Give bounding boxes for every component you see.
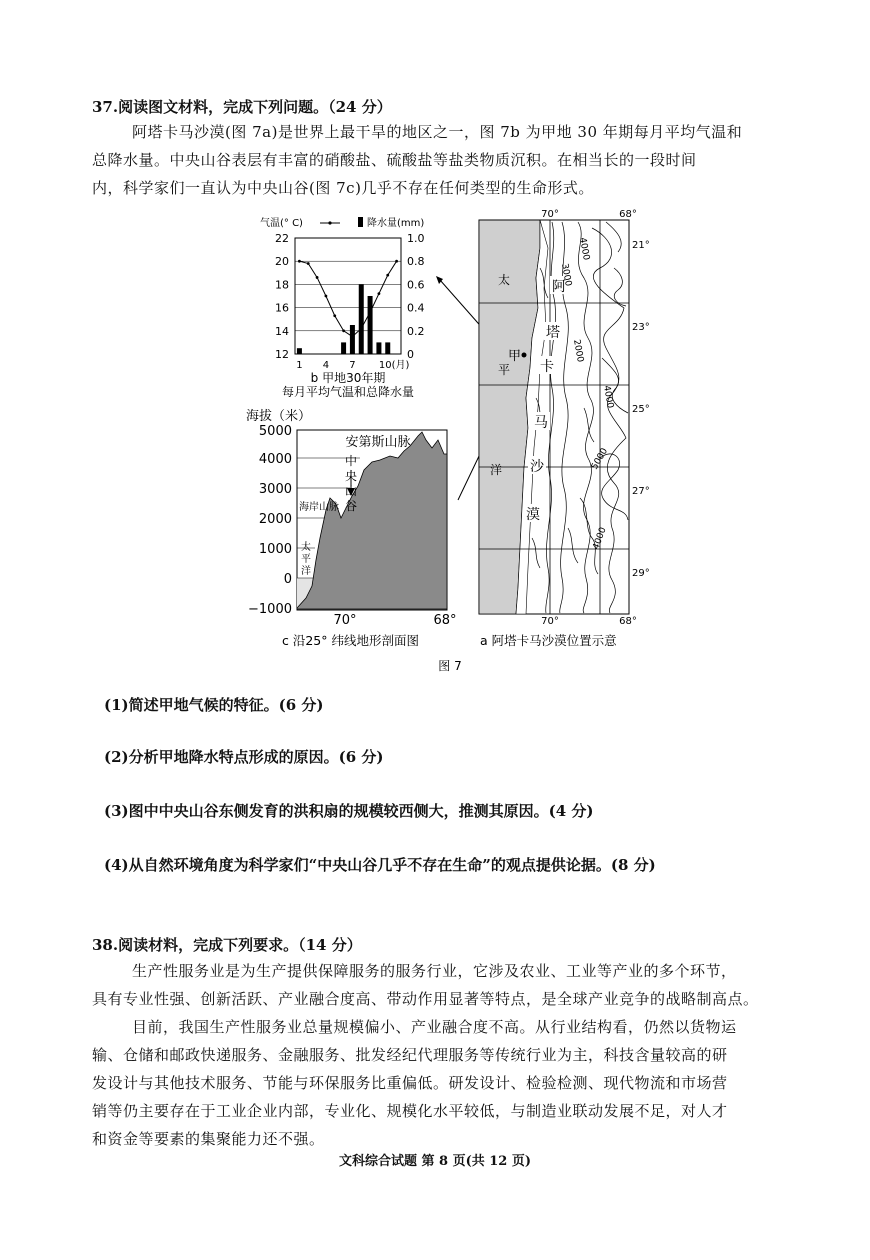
q38-p2-line-3: 发设计与其他技术服务、节能与环保服务比重偏低。研发设计、检验检测、现代物流和市场营 (92, 1074, 728, 1092)
profile-chart (246, 408, 457, 648)
map-bottom-lon-70: 70° (541, 616, 559, 627)
q37-line-1: 阿塔卡马沙漠(图 7a)是世界上最干旱的地区之一，图 7b 为甲地 30 年期每月平均气温和 (132, 123, 743, 141)
figure-7 (240, 208, 660, 678)
profile-x-68: 68° (433, 613, 457, 628)
desert-char-6: 漠 (526, 507, 540, 523)
climate-left-tick: 14 (275, 324, 289, 338)
climate-left-tick: 20 (275, 255, 289, 269)
desert-char-5: 沙 (530, 459, 544, 475)
climate-left-tick: 12 (275, 348, 289, 361)
map-ocean-char-3: 洋 (490, 463, 503, 477)
climate-temp-polyline (299, 261, 396, 336)
place-jia: 甲 (508, 349, 522, 364)
profile-y-ticks (248, 424, 292, 617)
lat-23: 23° (632, 322, 650, 333)
q38-title: 38.阅读材料，完成下列要求。（14 分） (92, 936, 362, 954)
climate-gridlines (295, 261, 401, 331)
climate-bar-month-1 (297, 348, 302, 354)
climate-x-tick: 4 (322, 360, 330, 371)
label-valley-2: 央 (344, 469, 358, 483)
map-bottom-lon-68: 68° (619, 616, 637, 627)
profile-ylabel: 海拔（米） (246, 409, 312, 424)
climate-caption-2: 每月平均气温和总降水量 (281, 385, 415, 399)
climate-right-tick: 0.2 (407, 324, 425, 338)
place-jia-dot (522, 353, 527, 358)
climate-left-tick: 16 (275, 301, 289, 315)
climate-right-ticks (407, 232, 425, 361)
climate-right-tick: 0 (407, 348, 414, 361)
label-pacific-2: 平 (301, 554, 311, 565)
climate-temp-point-11 (386, 274, 389, 277)
label-pacific-1: 太 (301, 542, 311, 553)
climate-bar-month-7 (350, 325, 355, 354)
climate-temp-point-4 (325, 295, 328, 298)
legend-temp-marker (328, 221, 331, 224)
q37-line-2: 总降水量。中央山谷表层有丰富的硝酸盐、硫酸盐等盐类物质沉积。在相当长的一段时间 (92, 151, 697, 169)
climate-temp-point-8 (360, 327, 363, 330)
q37-line-3: 内，科学家们一直认为中央山谷(图 7c)几乎不存在任何类型的生命形式。 (92, 179, 594, 197)
label-pacific-3: 洋 (301, 566, 311, 577)
map-ocean-char-1: 太 (498, 273, 511, 287)
climate-right-tick: 0.6 (407, 278, 425, 292)
contour-label: 4000 (591, 526, 609, 552)
desert-char-3: 卡 (540, 359, 554, 375)
climate-bars (297, 284, 390, 354)
climate-temp-point-1 (298, 260, 301, 263)
climate-x-tick: 1 (296, 360, 303, 371)
desert-char-4: 马 (534, 415, 548, 431)
climate-left-tick: 22 (275, 232, 289, 245)
lat-27: 27° (632, 486, 650, 497)
climate-right-tick: 1.0 (407, 232, 425, 245)
climate-chart (260, 216, 425, 399)
profile-y-tick: 3000 (258, 482, 292, 497)
q38-p2-line-5: 和资金等要素的集聚能力还不强。 (92, 1130, 325, 1148)
climate-x-ticks (296, 359, 409, 371)
lat-21: 21° (632, 240, 650, 251)
climate-temp-point-2 (307, 262, 310, 265)
q37-title: 37.阅读图文材料，完成下列问题。（24 分） (92, 98, 392, 116)
q38-p1-line-1: 生产性服务业是为生产提供保障服务的服务行业，它涉及农业、工业等产业的多个环节， (132, 962, 737, 980)
climate-x-tick: 10(月) (378, 360, 410, 371)
legend-precip: 降水量(mm) (367, 218, 425, 229)
lat-29: 29° (632, 568, 650, 579)
profile-caption: c 沿25° 纬线地形剖面图 (282, 633, 419, 648)
q37-question-4: (4)从自然环境角度为科学家们“中央山谷几乎不存在生命”的观点提供论据。(8 分) (104, 856, 656, 874)
profile-x-70: 70° (333, 613, 357, 628)
q38-p2-line-1: 目前，我国生产性服务业总量规模偏小、产业融合度不高。从行业结构看，仍然以货物运 (132, 1018, 737, 1036)
label-valley-4: 谷 (344, 499, 358, 513)
q38-p1-line-2: 具有专业性强、创新活跃、产业融合度高、带动作用显著等特点，是全球产业竞争的战略制高点。 (92, 990, 759, 1008)
contour-label: 4000 (601, 384, 615, 410)
label-valley-3: 山 (344, 484, 358, 498)
q38-p2-line-4: 销等仍主要存在于工业企业内部，专业化、规模化水平较低，与制造业联动发展不足，对人才 (92, 1102, 728, 1120)
profile-y-tick: 5000 (258, 424, 292, 439)
climate-bar-month-11 (385, 342, 390, 354)
label-coast: 海岸山脉 (299, 502, 339, 513)
lat-25: 25° (632, 404, 650, 415)
climate-right-tick: 0.8 (407, 255, 425, 269)
climate-plot-frame (295, 238, 401, 354)
climate-bar-month-8 (359, 284, 364, 354)
q38-p2-line-2: 输、仓储和邮政快递服务、金融服务、批发经纪代理服务等传统行业为主，科技含量较高的研 (92, 1046, 728, 1064)
legend-precip-bar (358, 217, 363, 227)
q37-question-3: (3)图中中央山谷东侧发育的洪积扇的规模较西侧大，推测其原因。(4 分) (104, 802, 594, 820)
atacama-map (479, 209, 650, 648)
climate-bar-month-6 (341, 342, 346, 354)
climate-temp-point-6 (342, 329, 345, 332)
profile-y-tick: 1000 (258, 542, 292, 557)
climate-caption-1: b 甲地30年期 (310, 371, 386, 385)
contour-label: 2000 (571, 338, 585, 364)
climate-temp-point-3 (316, 276, 319, 279)
q37-question-1: (1)简述甲地气候的特征。(6 分) (104, 696, 324, 714)
climate-x-tick: 7 (349, 360, 356, 371)
profile-y-tick: 2000 (258, 512, 292, 527)
map-ocean-char-2: 平 (498, 363, 511, 377)
profile-y-tick: 0 (283, 572, 292, 587)
climate-temp-point-10 (378, 292, 381, 295)
climate-temp-line (298, 260, 398, 338)
map-top-lon-68: 68° (619, 209, 637, 220)
desert-char-2: 塔 (546, 325, 560, 341)
climate-temp-point-5 (333, 314, 336, 317)
climate-right-tick: 0.4 (407, 301, 425, 315)
legend-temp: 气温(° C) (260, 218, 303, 229)
label-valley-1: 中 (344, 454, 358, 468)
climate-temp-point-12 (395, 260, 398, 263)
map-caption: a 阿塔卡马沙漠位置示意 (480, 633, 617, 648)
climate-temp-point-9 (369, 311, 372, 314)
climate-left-tick: 18 (275, 278, 289, 292)
profile-y-tick: 4000 (258, 452, 292, 467)
contour-label: 3000 (559, 262, 573, 288)
climate-bar-month-10 (376, 342, 381, 354)
contour-label: 5000 (589, 446, 611, 472)
desert-char-1: 阿 (552, 279, 566, 295)
q37-question-2: (2)分析甲地降水特点形成的原因。(6 分) (104, 748, 384, 766)
climate-left-ticks (275, 232, 289, 361)
figure-label: 图 7 (438, 659, 462, 673)
climate-bar-month-9 (368, 296, 373, 354)
contour-label: 4000 (577, 236, 591, 262)
profile-y-tick: −1000 (248, 602, 292, 617)
climate-temp-point-7 (351, 335, 354, 338)
label-andes: 安第斯山脉 (345, 435, 411, 450)
page-footer: 文科综合试题 第 8 页(共 12 页) (338, 1154, 532, 1169)
map-top-lon-70: 70° (541, 209, 559, 220)
